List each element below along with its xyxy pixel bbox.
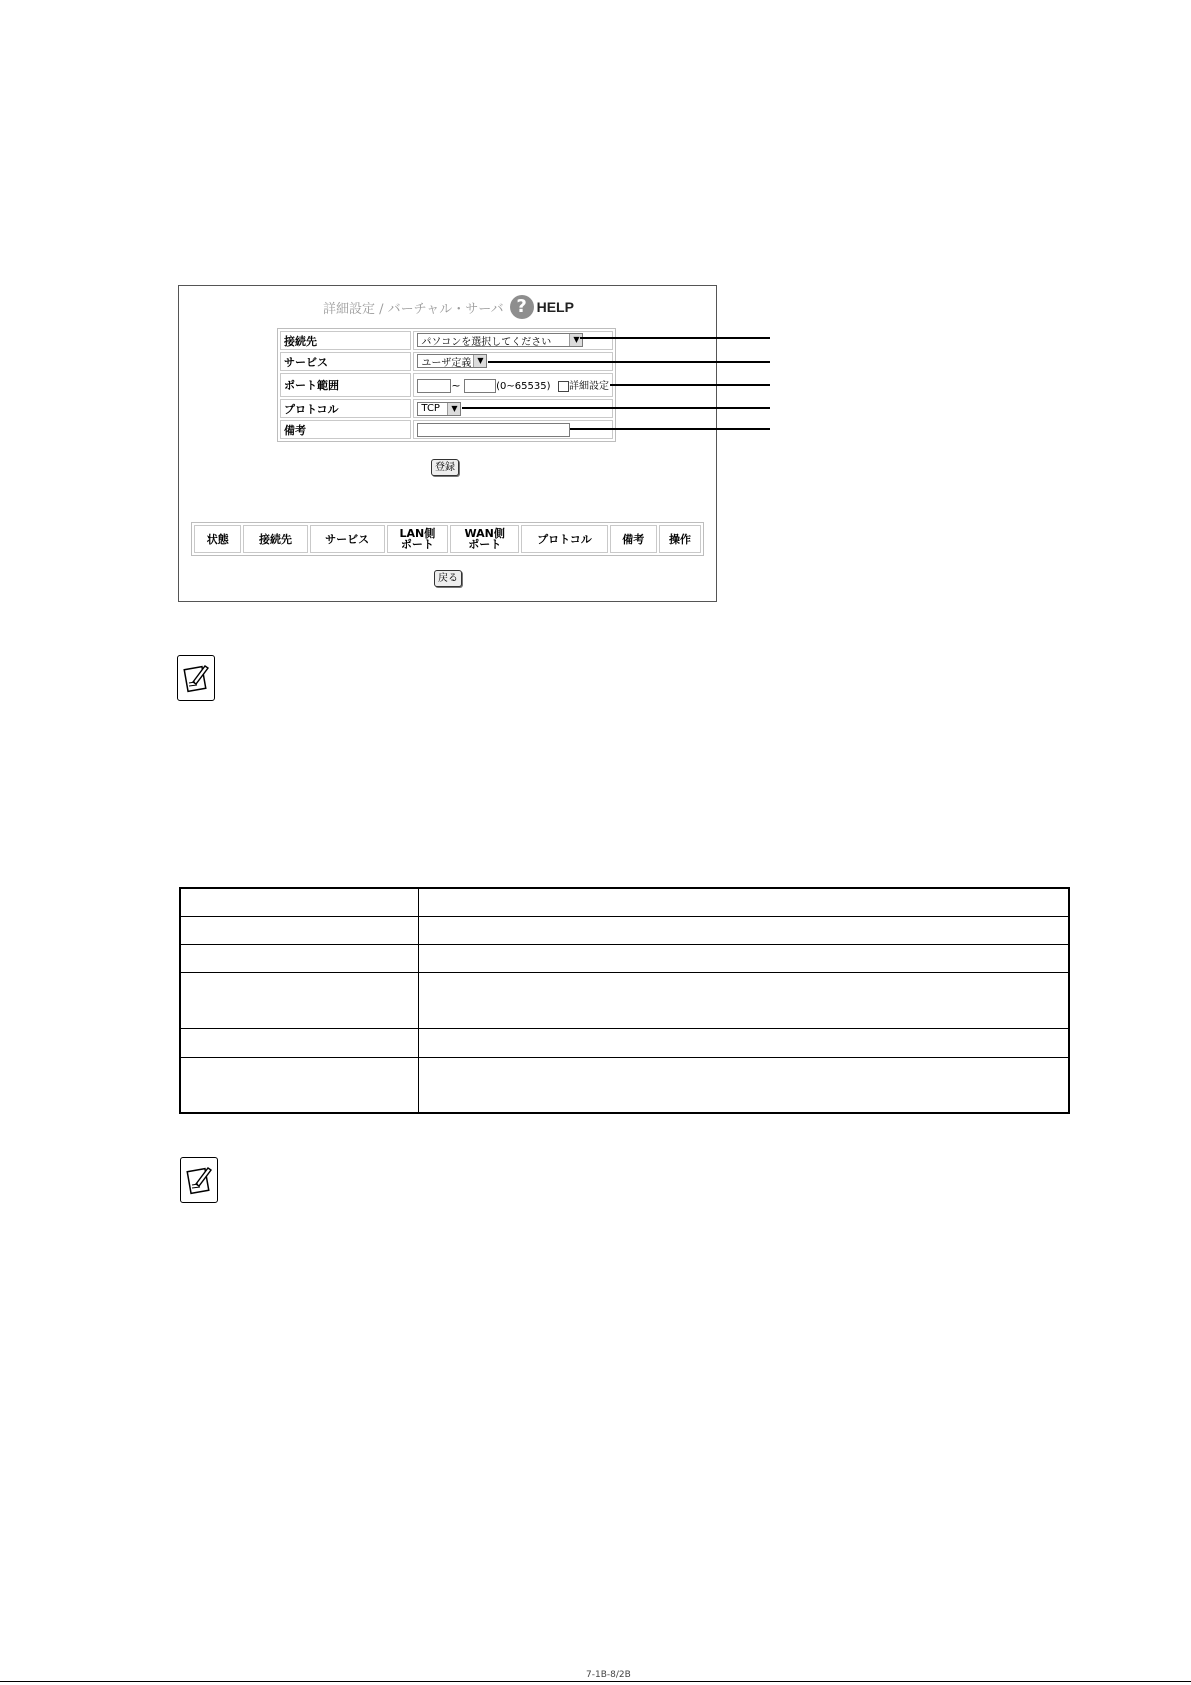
list-header-row (194, 525, 701, 553)
form-row-destination (280, 331, 613, 350)
chevron-down-icon: ▼ (473, 355, 486, 367)
port-start-input[interactable] (417, 379, 451, 393)
register-button[interactable]: 登録 (431, 459, 459, 476)
note-icon (180, 1157, 218, 1203)
port-range-cell (413, 373, 613, 397)
table-row (180, 944, 1069, 972)
callout-line-protocol (462, 407, 770, 409)
table-cell (419, 1028, 1070, 1057)
back-button[interactable]: 戻る (434, 570, 462, 587)
form-row-port-range (280, 373, 613, 397)
list-header-lan-port: LAN側 ポート (387, 525, 448, 553)
port-range-label: ポート範囲 (280, 373, 411, 397)
table-cell (180, 1057, 419, 1113)
table-cell (419, 944, 1070, 972)
destination-cell (413, 331, 613, 350)
table-cell (180, 1028, 419, 1057)
list-header-operation: 操作 (659, 525, 701, 553)
destination-label: 接続先 (280, 331, 411, 350)
service-label: サービス (280, 352, 411, 371)
table-cell (180, 888, 419, 916)
callout-line-remarks (570, 428, 770, 430)
port-end-input[interactable] (464, 379, 496, 393)
table-cell (419, 888, 1070, 916)
table-row (180, 972, 1069, 1028)
list-header-remarks: 備考 (610, 525, 657, 553)
protocol-select-value: TCP (421, 403, 440, 415)
list-header-destination: 接続先 (243, 525, 307, 553)
note-icon (177, 655, 215, 701)
port-range-separator: ~ (451, 379, 461, 392)
virtual-server-form (277, 328, 616, 442)
table-cell (419, 972, 1070, 1028)
port-range-hint: (0~65535) (496, 381, 551, 392)
protocol-select[interactable] (417, 402, 461, 416)
settings-description-table (179, 887, 1070, 1114)
form-row-remarks (280, 420, 613, 439)
page-bottom-rule (0, 1681, 1191, 1682)
note-pencil-icon (184, 1162, 214, 1198)
table-cell (180, 944, 419, 972)
destination-select[interactable] (417, 333, 583, 347)
list-header-protocol: プロトコル (521, 525, 607, 553)
table-cell (180, 972, 419, 1028)
table-row (180, 888, 1069, 916)
note-pencil-icon (181, 660, 211, 696)
service-select-value: ユーザ定義 (421, 357, 472, 369)
callout-line-service (488, 361, 770, 363)
list-header-status: 状態 (194, 525, 241, 553)
service-select[interactable] (417, 354, 487, 368)
protocol-label: プロトコル (280, 399, 411, 418)
remarks-input[interactable] (417, 423, 570, 437)
table-cell (419, 916, 1070, 944)
help-icon[interactable]: ? (510, 295, 534, 319)
table-row (180, 916, 1069, 944)
detail-settings-label: 詳細設定 (569, 381, 609, 392)
table-cell (180, 916, 419, 944)
page-footer-mark: 7-1B-8/2B (586, 1670, 631, 1680)
list-header-service: サービス (310, 525, 385, 553)
callout-line-port-range (610, 384, 770, 386)
table-row (180, 1028, 1069, 1057)
help-link[interactable]: HELP (536, 299, 574, 315)
chevron-down-icon: ▼ (569, 334, 582, 346)
page-title (323, 294, 574, 320)
page-title-text: 詳細設定 / バーチャル・サーバ (323, 301, 504, 317)
list-header-wan-port: WAN側 ポート (450, 525, 519, 553)
detail-settings-checkbox[interactable] (558, 381, 569, 392)
remarks-label: 備考 (280, 420, 411, 439)
virtual-server-list (191, 522, 704, 556)
table-row (180, 1057, 1069, 1113)
callout-line-destination (580, 337, 770, 339)
destination-select-value: パソコンを選択してください (421, 336, 552, 348)
table-cell (419, 1057, 1070, 1113)
router-screenshot (178, 285, 717, 602)
chevron-down-icon: ▼ (447, 403, 460, 415)
